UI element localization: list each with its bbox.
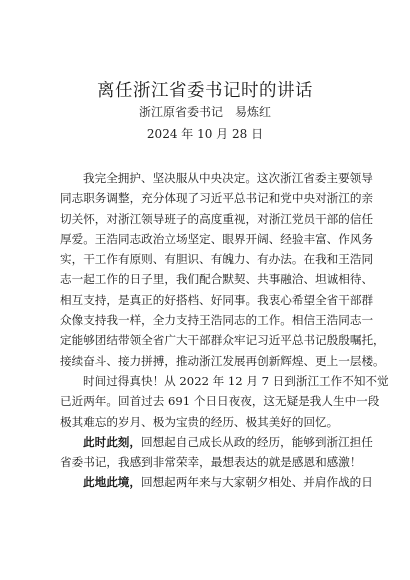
body-line-text: 实，干工作有原则、有胆识、有魄力、有办法。在我和王浩同 <box>60 252 374 267</box>
document-title: 离任浙江省委书记时的讲话 <box>97 81 313 101</box>
body-line <box>60 249 374 269</box>
body-line <box>60 432 373 452</box>
body-line-text: 切关怀，对浙江领导班子的高度重视，对浙江党员干部的信任 <box>60 211 374 226</box>
body-line <box>60 310 374 330</box>
body-line <box>60 472 373 492</box>
document-date: 2024 年 10 月 28 日 <box>146 127 264 141</box>
body-line-text: 众像支持我一样，全力支持王浩同志的工作。相信王浩同志一 <box>60 313 374 328</box>
body-line-text: 同志职务调整，充分体现了习近平总书记和党中央对浙江的亲 <box>60 191 374 206</box>
body-line-text <box>83 472 373 492</box>
body-line <box>60 229 374 249</box>
body-line-text: 相互支持，是真正的好搭档、好同事。我衷心希望全省干部群 <box>60 292 374 307</box>
body-line <box>60 330 385 350</box>
body-line <box>60 290 374 310</box>
body-line <box>60 351 385 371</box>
document-body <box>60 168 389 493</box>
body-line-text: 省委书记，我感到非常荣幸，最想表达的就是感恩和感激！ <box>60 455 362 470</box>
body-line <box>60 412 357 432</box>
body-line-text: 时间过得真快！从 2022 年 12 月 7 日到浙江工作不知不觉 <box>83 373 389 388</box>
body-line-text: 厚爱。王浩同志政治立场坚定、眼界开阔、经验丰富、作风务 <box>60 231 374 246</box>
paragraph-lead: 此地此境， <box>83 475 141 490</box>
paragraph-lead: 此时此刻， <box>83 434 141 449</box>
body-line <box>60 168 373 188</box>
body-line-text: 定能够团结带领全省广大干部群众牢记习近平总书记殷殷嘱托， <box>60 333 385 348</box>
body-line-text <box>83 432 373 452</box>
body-line-text: 接续奋斗、接力拼搏，推动浙江发展再创新辉煌、更上一层楼。 <box>60 353 385 368</box>
document-author: 浙江原省委书记 易炼红 <box>138 105 271 119</box>
body-line-text: 已近两年。回首过去 691 个日日夜夜，这无疑是我人生中一段 <box>60 394 380 409</box>
body-line <box>60 269 374 289</box>
body-line <box>60 452 362 472</box>
body-line <box>60 188 374 208</box>
body-line <box>60 209 374 229</box>
body-line <box>60 371 389 391</box>
body-line-text: 我完全拥护、坚决服从中央决定。这次浙江省委主要领导 <box>83 171 373 185</box>
body-line-text: 志一起工作的日子里，我们配合默契、共事融洽、坦诚相待、 <box>60 272 374 287</box>
body-line-text: 极其难忘的岁月、极为宝贵的经历、极其美好的回忆。 <box>60 414 339 429</box>
body-line-rest: 回想起两年来与大家朝夕相处、并肩作战的日 <box>140 475 373 490</box>
body-line <box>60 391 380 411</box>
body-line-rest: 回想起自己成长从政的经历，能够到浙江担任 <box>140 434 373 449</box>
